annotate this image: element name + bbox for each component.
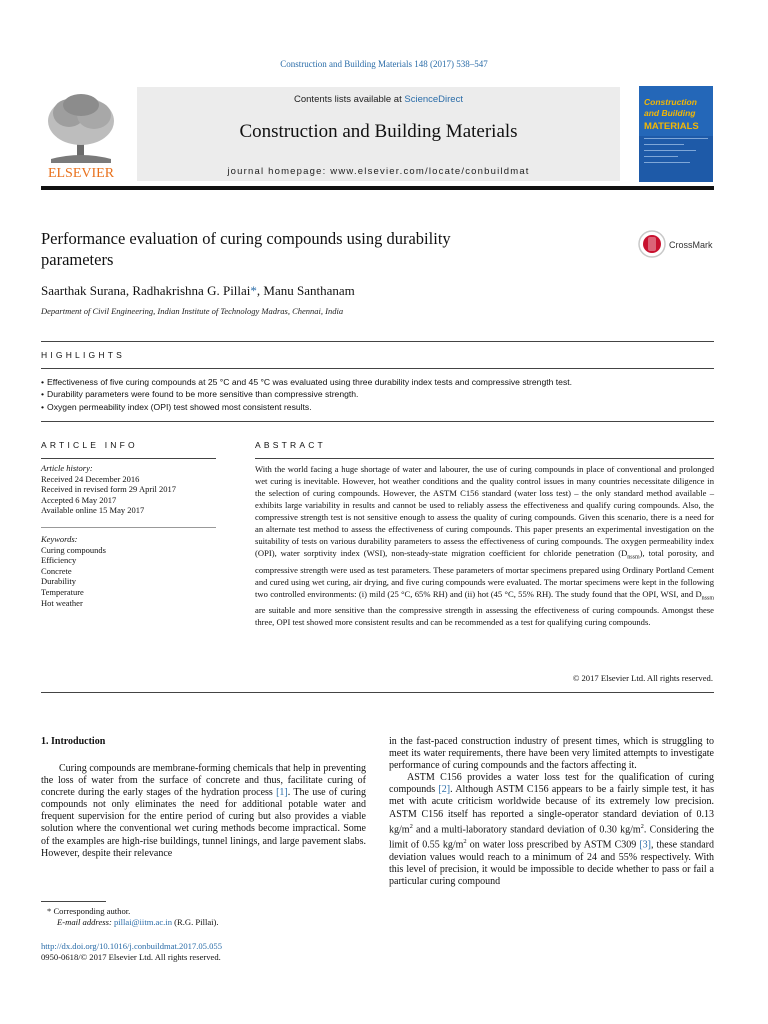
author-list	[41, 283, 355, 299]
corresponding-author-mark[interactable]: *	[250, 283, 257, 298]
history-accepted: Accepted 6 May 2017	[41, 494, 117, 505]
footnote-text: Corresponding author.	[51, 906, 131, 916]
homepage-prefix: journal homepage:	[227, 166, 327, 177]
keyword-item: Concrete	[41, 565, 72, 576]
highlights-divider	[41, 368, 714, 369]
citation-link[interactable]: [2]	[438, 784, 451, 796]
homepage-link[interactable]: www.elsevier.com/locate/conbuildmat	[330, 166, 530, 177]
crossmark-icon	[638, 229, 718, 259]
keyword-item: Hot weather	[41, 597, 83, 608]
text-run: ASTM C156 provides a water loss test for the qualification of curing compounds	[389, 772, 714, 796]
keyword-item: Durability	[41, 576, 76, 587]
header-divider	[41, 186, 714, 190]
footnote-mark: *	[47, 906, 52, 916]
footnote-divider	[41, 901, 106, 902]
author-surana: Saarthak Surana,	[41, 283, 133, 298]
corresponding-footnote	[41, 906, 219, 928]
journal-reference[interactable]: Construction and Building Materials 148 (2017) 538–547	[280, 59, 488, 69]
citation-link[interactable]: [1]	[276, 787, 288, 799]
email-owner: (R.G. Pillai).	[172, 917, 219, 927]
affiliation-divider	[41, 341, 714, 342]
text-run: on water loss prescribed by ASTM C309	[466, 839, 640, 851]
article-history	[41, 463, 216, 516]
abstract-bottom-divider	[41, 692, 714, 693]
contents-prefix: Contents lists available at	[294, 94, 402, 105]
sciencedirect-link[interactable]: ScienceDirect	[404, 94, 463, 105]
article-info-divider	[41, 458, 216, 459]
intro-left-column	[41, 763, 366, 860]
keyword-item: Temperature	[41, 586, 84, 597]
superscript: 2	[409, 822, 413, 830]
elsevier-logo[interactable]	[41, 91, 121, 181]
keywords-divider	[41, 527, 216, 528]
journal-homepage	[137, 166, 620, 177]
abstract-heading: ABSTRACT	[255, 440, 326, 450]
abstract-part: are suitable and more sensitive than the compressive strength in assessing the effectiveness of curing compounds. Amongst these three, OPI test showed more consistent results and can be recommended as a test for qualifying curing compounds.	[255, 605, 714, 628]
highlight-item: • Effectiveness of five curing compounds at 25 °C and 45 °C was evaluated using three durability index tests and compressive strength test.	[41, 376, 713, 388]
elsevier-tree-icon	[41, 91, 121, 181]
issn-copyright: 0950-0618/© 2017 Elsevier Ltd. All rights reserved.	[41, 952, 221, 962]
contents-line	[137, 94, 620, 105]
keyword-item: Curing compounds	[41, 544, 106, 555]
elsevier-wordmark: ELSEVIER	[47, 166, 115, 181]
highlights-bottom-divider	[41, 421, 714, 422]
text-run: and a multi-laboratory standard deviation of 0.30 kg/m	[412, 823, 641, 835]
text-run: . Although ASTM C156 appears to be a fairly simple test, it has met with acute criticism worldwide because of its extremely low precision. ASTM C156 itself has reported a single-operator standard deviation of 0.13 kg/m	[389, 784, 714, 835]
cover-title-line1: Construction	[644, 97, 697, 107]
doi-link[interactable]: http://dx.doi.org/10.1016/j.conbuildmat.2017.05.055	[41, 941, 223, 951]
intro-paragraph	[389, 772, 714, 888]
cover-title-line3: MATERIALS	[644, 121, 699, 132]
keywords-block	[41, 534, 216, 608]
crossmark-badge[interactable]	[638, 229, 718, 259]
history-online: Available online 15 May 2017	[41, 505, 145, 516]
keyword-item: Efficiency	[41, 555, 77, 566]
abstract-part: With the world facing a huge shortage of water and labourer, the use of curing compounds in place of conventional and prolonged wet curing is inevitable. However, hot weather conditions and the quality control issues in many countries necessitate diligence in the selection of curing compounds. However, the ASTM C156 standard (water loss test) – the only standard method available – exhibits large variability in results and cannot be used to reliably assess the effectiveness and qualify curing compounds. Also, the compressive strength test is not sensitive enough to assess the quality of curing compounds. Given this scenario, there is a need for an alternate test method to assess the effectiveness of curing compounds. This paper presents an experimental investigation on the suitability of tests on various durability parameters to assess the effectiveness of curing compounds. The oxygen permeability index (OPI), water sorptivity index (WSI), non-steady-state migration coefficient for chloride penetration (D	[255, 464, 714, 558]
superscript: 2	[640, 822, 644, 830]
history-received: Received 24 December 2016	[41, 473, 140, 484]
footnote-line	[41, 906, 219, 917]
article-title	[41, 228, 601, 270]
author-pillai: Radhakrishna G. Pillai	[132, 283, 251, 298]
abstract-divider	[255, 458, 714, 459]
text-run: . Considering the limit of 0.55 kg/m	[389, 823, 714, 851]
abstract-part: ), total porosity, and compressive strength were used as test parameters. These parameters of mortar specimens prepared using Ordinary Portland Cement and cured using wet curing, air drying, and five curing compounds were evaluated. The mortar specimens were kept in the following two controlled environments: (i) mild (25 °C, 65% RH) and (ii) hot (45 °C, 55% RH). The study found that the OPI, WSI, and D	[255, 548, 714, 599]
crossmark-label: CrossMark	[669, 240, 713, 250]
highlight-item: • Oxygen permeability index (OPI) test showed most consistent results.	[41, 401, 713, 413]
keywords-label: Keywords:	[41, 534, 78, 544]
email-link[interactable]: pillai@iitm.ac.in	[113, 917, 173, 927]
highlights-heading: HIGHLIGHTS	[41, 350, 125, 360]
journal-cover-thumbnail[interactable]	[639, 86, 713, 182]
journal-name: Construction and Building Materials	[239, 121, 518, 142]
intro-right-column	[389, 736, 714, 888]
abstract-subscript: nssm	[627, 554, 640, 561]
article-title-line2: parameters	[41, 250, 114, 269]
journal-cover-image	[639, 86, 713, 182]
abstract-text	[255, 463, 714, 628]
section-heading-introduction: 1. Introduction	[41, 736, 106, 747]
abstract-copyright: © 2017 Elsevier Ltd. All rights reserved.	[572, 673, 713, 683]
superscript: 2	[463, 838, 467, 846]
footnote-email-line	[41, 917, 219, 928]
cover-title-line2: and Building	[644, 108, 696, 118]
citation-link[interactable]: [3]	[639, 839, 651, 851]
intro-paragraph	[41, 763, 366, 860]
article-history-label: Article history:	[41, 463, 93, 473]
article-title-line1: Performance evaluation of curing compounds using durability	[41, 229, 451, 248]
intro-paragraph: in the fast-paced construction industry of present times, which is struggling to meet its water requirements, there have been very limited attempts to investigate performance of curing compounds and the factors affecting it.	[389, 736, 714, 772]
article-info-heading: ARTICLE INFO	[41, 440, 138, 450]
text-run: , these standard deviation values would reach to a minimum of 24 and 55% respectively. With this level of precision, it would be impossible to decide whether to pass or fail a particular curing compound	[389, 839, 714, 887]
abstract-subscript: nssm	[701, 595, 714, 602]
history-revised: Received in revised form 29 April 2017	[41, 484, 177, 495]
text-run: Curing compounds are membrane-forming chemicals that help in preventing the loss of water from the surface of concrete and thus, facilitate curing of concrete during the early stages of the hydration process	[41, 763, 366, 799]
author-santhanam: , Manu Santhanam	[256, 283, 355, 298]
email-label: E-mail address:	[57, 917, 114, 927]
highlights-list	[41, 376, 713, 413]
text-run: . The use of curing compounds not only eliminates the need for additional potable water and frequent supervision for the entire period of curing but also provides a viable solution where the conventional wet curing methods become impractical. Some of the examples are high-rise buildings, tunnel linings, and large pavement slabs. However, despite their relevance	[41, 787, 366, 859]
highlight-item: • Durability parameters were found to be more sensitive than compressive strength.	[41, 388, 713, 400]
author-affiliation: Department of Civil Engineering, Indian Institute of Technology Madras, Chennai, India	[41, 306, 344, 316]
doi-block	[41, 941, 222, 963]
